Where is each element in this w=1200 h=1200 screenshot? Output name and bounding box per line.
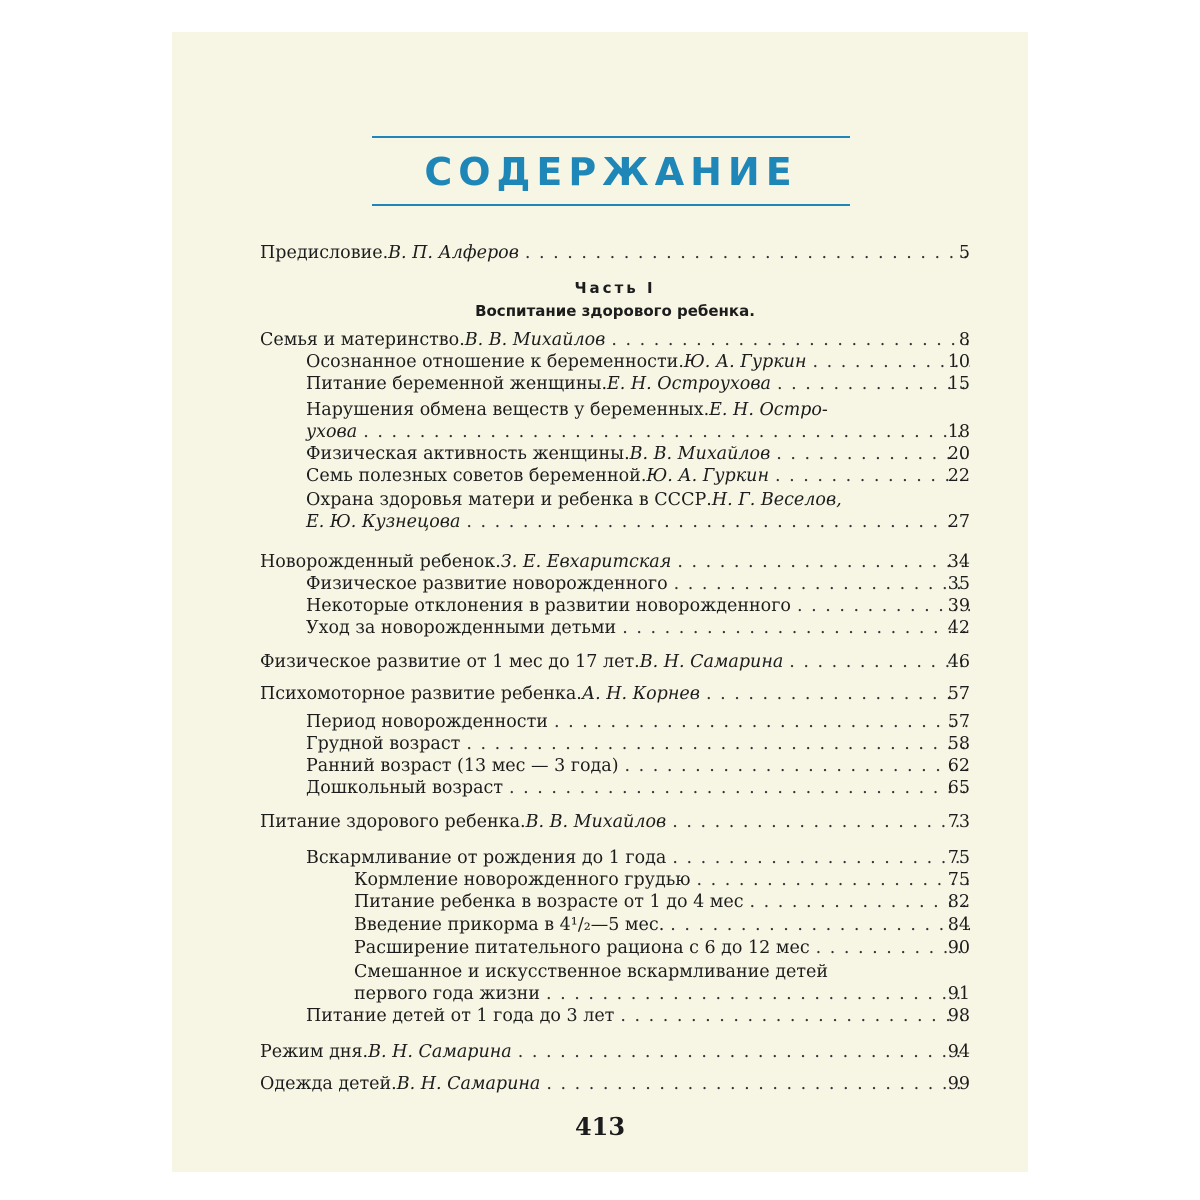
toc-entry-toddler-nutrition[interactable]: Питание детей от 1 года до 3 лет . . .	[306, 1004, 970, 1028]
toc-page-number: 42	[947, 618, 970, 638]
toc-entry-psychomotor[interactable]: Психомоторное развитие ребенка. А. Н. Корнев . . .	[260, 682, 970, 706]
toc-page-number: 10	[947, 352, 970, 372]
toc-page-number: 62	[947, 756, 970, 776]
toc-entry-mixed-line2[interactable]: первого года жизни . . .	[354, 982, 970, 1006]
toc-entry-metabolism-line2[interactable]: ухова . . .	[306, 420, 970, 444]
toc-entry-healthy-nutrition[interactable]: Питание здорового ребенка. В. В. Михайлов . . .	[260, 810, 970, 834]
toc-entry-feeding[interactable]: Вскармливание от рождения до 1 года . . .	[306, 846, 970, 870]
toc-page-number: 73	[947, 812, 970, 832]
toc-entry-newborn-care[interactable]: Уход за новорожденными детьми . . .	[306, 616, 970, 640]
toc-page-number: 22	[947, 466, 970, 486]
toc-entry-newborn-deviations[interactable]: Некоторые отклонения в развитии новорожденного . . .	[306, 594, 970, 618]
toc-entry-protection-line2[interactable]: Е. Ю. Кузнецова . . .	[306, 510, 970, 534]
toc-page-number: 15	[947, 374, 970, 394]
toc-page-number: 34	[947, 552, 970, 572]
toc-entry-conscious[interactable]: Осознанное отношение к беременности. Ю. А. Гуркин . . .	[306, 350, 970, 374]
toc-page-number: 5	[958, 243, 970, 263]
toc-page-number: 18	[947, 422, 970, 442]
toc-entry-preface[interactable]: Предисловие. В. П. Алферов . . .	[260, 241, 970, 265]
toc-entry-complementary[interactable]: Введение прикорма в 4¹/₂—5 мес. . . .	[354, 913, 970, 937]
toc-entry-metabolism-line1[interactable]: Нарушения обмена веществ у беременных. Е. Н. Остро-	[306, 400, 828, 420]
toc-page-number: 20	[947, 444, 970, 464]
toc-entry-ration[interactable]: Расширение питательного рациона с 6 до 12 мес . . .	[354, 936, 970, 960]
toc-entry-infant[interactable]: Грудной возраст . . .	[306, 732, 970, 756]
book-page	[172, 32, 1028, 1172]
toc-page-number: 75	[947, 848, 970, 868]
toc-entry-preschool[interactable]: Дошкольный возраст . . .	[306, 776, 970, 800]
toc-page-number: 58	[947, 734, 970, 754]
toc-entry-feeding-1-4[interactable]: Питание ребенка в возрасте от 1 до 4 мес . . .	[354, 890, 970, 914]
toc-entry-breastfeeding[interactable]: Кормление новорожденного грудью . . .	[354, 868, 970, 892]
toc-entry-early-age[interactable]: Ранний возраст (13 мес — 3 года) . . .	[306, 754, 970, 778]
toc-page-number: 94	[947, 1042, 970, 1062]
toc-entry-physical-development[interactable]: Физическое развитие от 1 мес до 17 лет. В. Н. Самарина . . .	[260, 650, 970, 674]
page-number: 413	[574, 1112, 626, 1141]
toc-page-number: 35	[947, 574, 970, 594]
toc-page-number: 75	[947, 870, 970, 890]
table-of-contents	[172, 32, 1028, 1172]
toc-entry-regime[interactable]: Режим дня. В. Н. Самарина . . .	[260, 1040, 970, 1064]
toc-page-number: 91	[947, 984, 970, 1004]
toc-entry-neonatal[interactable]: Период новорожденности . . .	[306, 710, 970, 734]
toc-page-number: 27	[947, 512, 970, 532]
toc-page-number: 90	[947, 938, 970, 958]
toc-page-number: 46	[947, 652, 970, 672]
toc-page-number: 8	[958, 330, 970, 350]
toc-page-number: 57	[947, 684, 970, 704]
toc-page-number: 57	[947, 712, 970, 732]
toc-entry-family[interactable]: Семья и материнство. В. В. Михайлов . . .	[260, 328, 970, 352]
page-title: СОДЕРЖАНИЕ	[424, 150, 798, 194]
toc-page-number: 98	[947, 1006, 970, 1026]
toc-entry-activity[interactable]: Физическая активность женщины. В. В. Михайлов . . .	[306, 442, 970, 466]
toc-page-number: 84	[947, 915, 970, 935]
toc-entry-protection-line1[interactable]: Охрана здоровья матери и ребенка в СССР. Н. Г. Веселов,	[306, 490, 842, 510]
toc-entry-seven-tips[interactable]: Семь полезных советов беременной. Ю. А. Гуркин . . .	[306, 464, 970, 488]
toc-entry-nutrition-pregnant[interactable]: Питание беременной женщины. Е. Н. Остроухова . . .	[306, 372, 970, 396]
toc-page-number: 65	[947, 778, 970, 798]
toc-page-number: 99	[947, 1074, 970, 1094]
toc-entry-mixed-line1[interactable]: Смешанное и искусственное вскармливание детей	[354, 962, 829, 982]
part-name: Воспитание здорового ребенка.	[475, 302, 755, 320]
toc-page-number: 82	[947, 892, 970, 912]
toc-entry-newborn-physical[interactable]: Физическое развитие новорожденного . . .	[306, 572, 970, 596]
toc-entry-newborn[interactable]: Новорожденный ребенок. З. Е. Евхаритская . . .	[260, 550, 970, 574]
toc-entry-clothes[interactable]: Одежда детей. В. Н. Самарина . . .	[260, 1072, 970, 1096]
toc-page-number: 39	[947, 596, 970, 616]
part-label: Часть I	[574, 279, 656, 297]
